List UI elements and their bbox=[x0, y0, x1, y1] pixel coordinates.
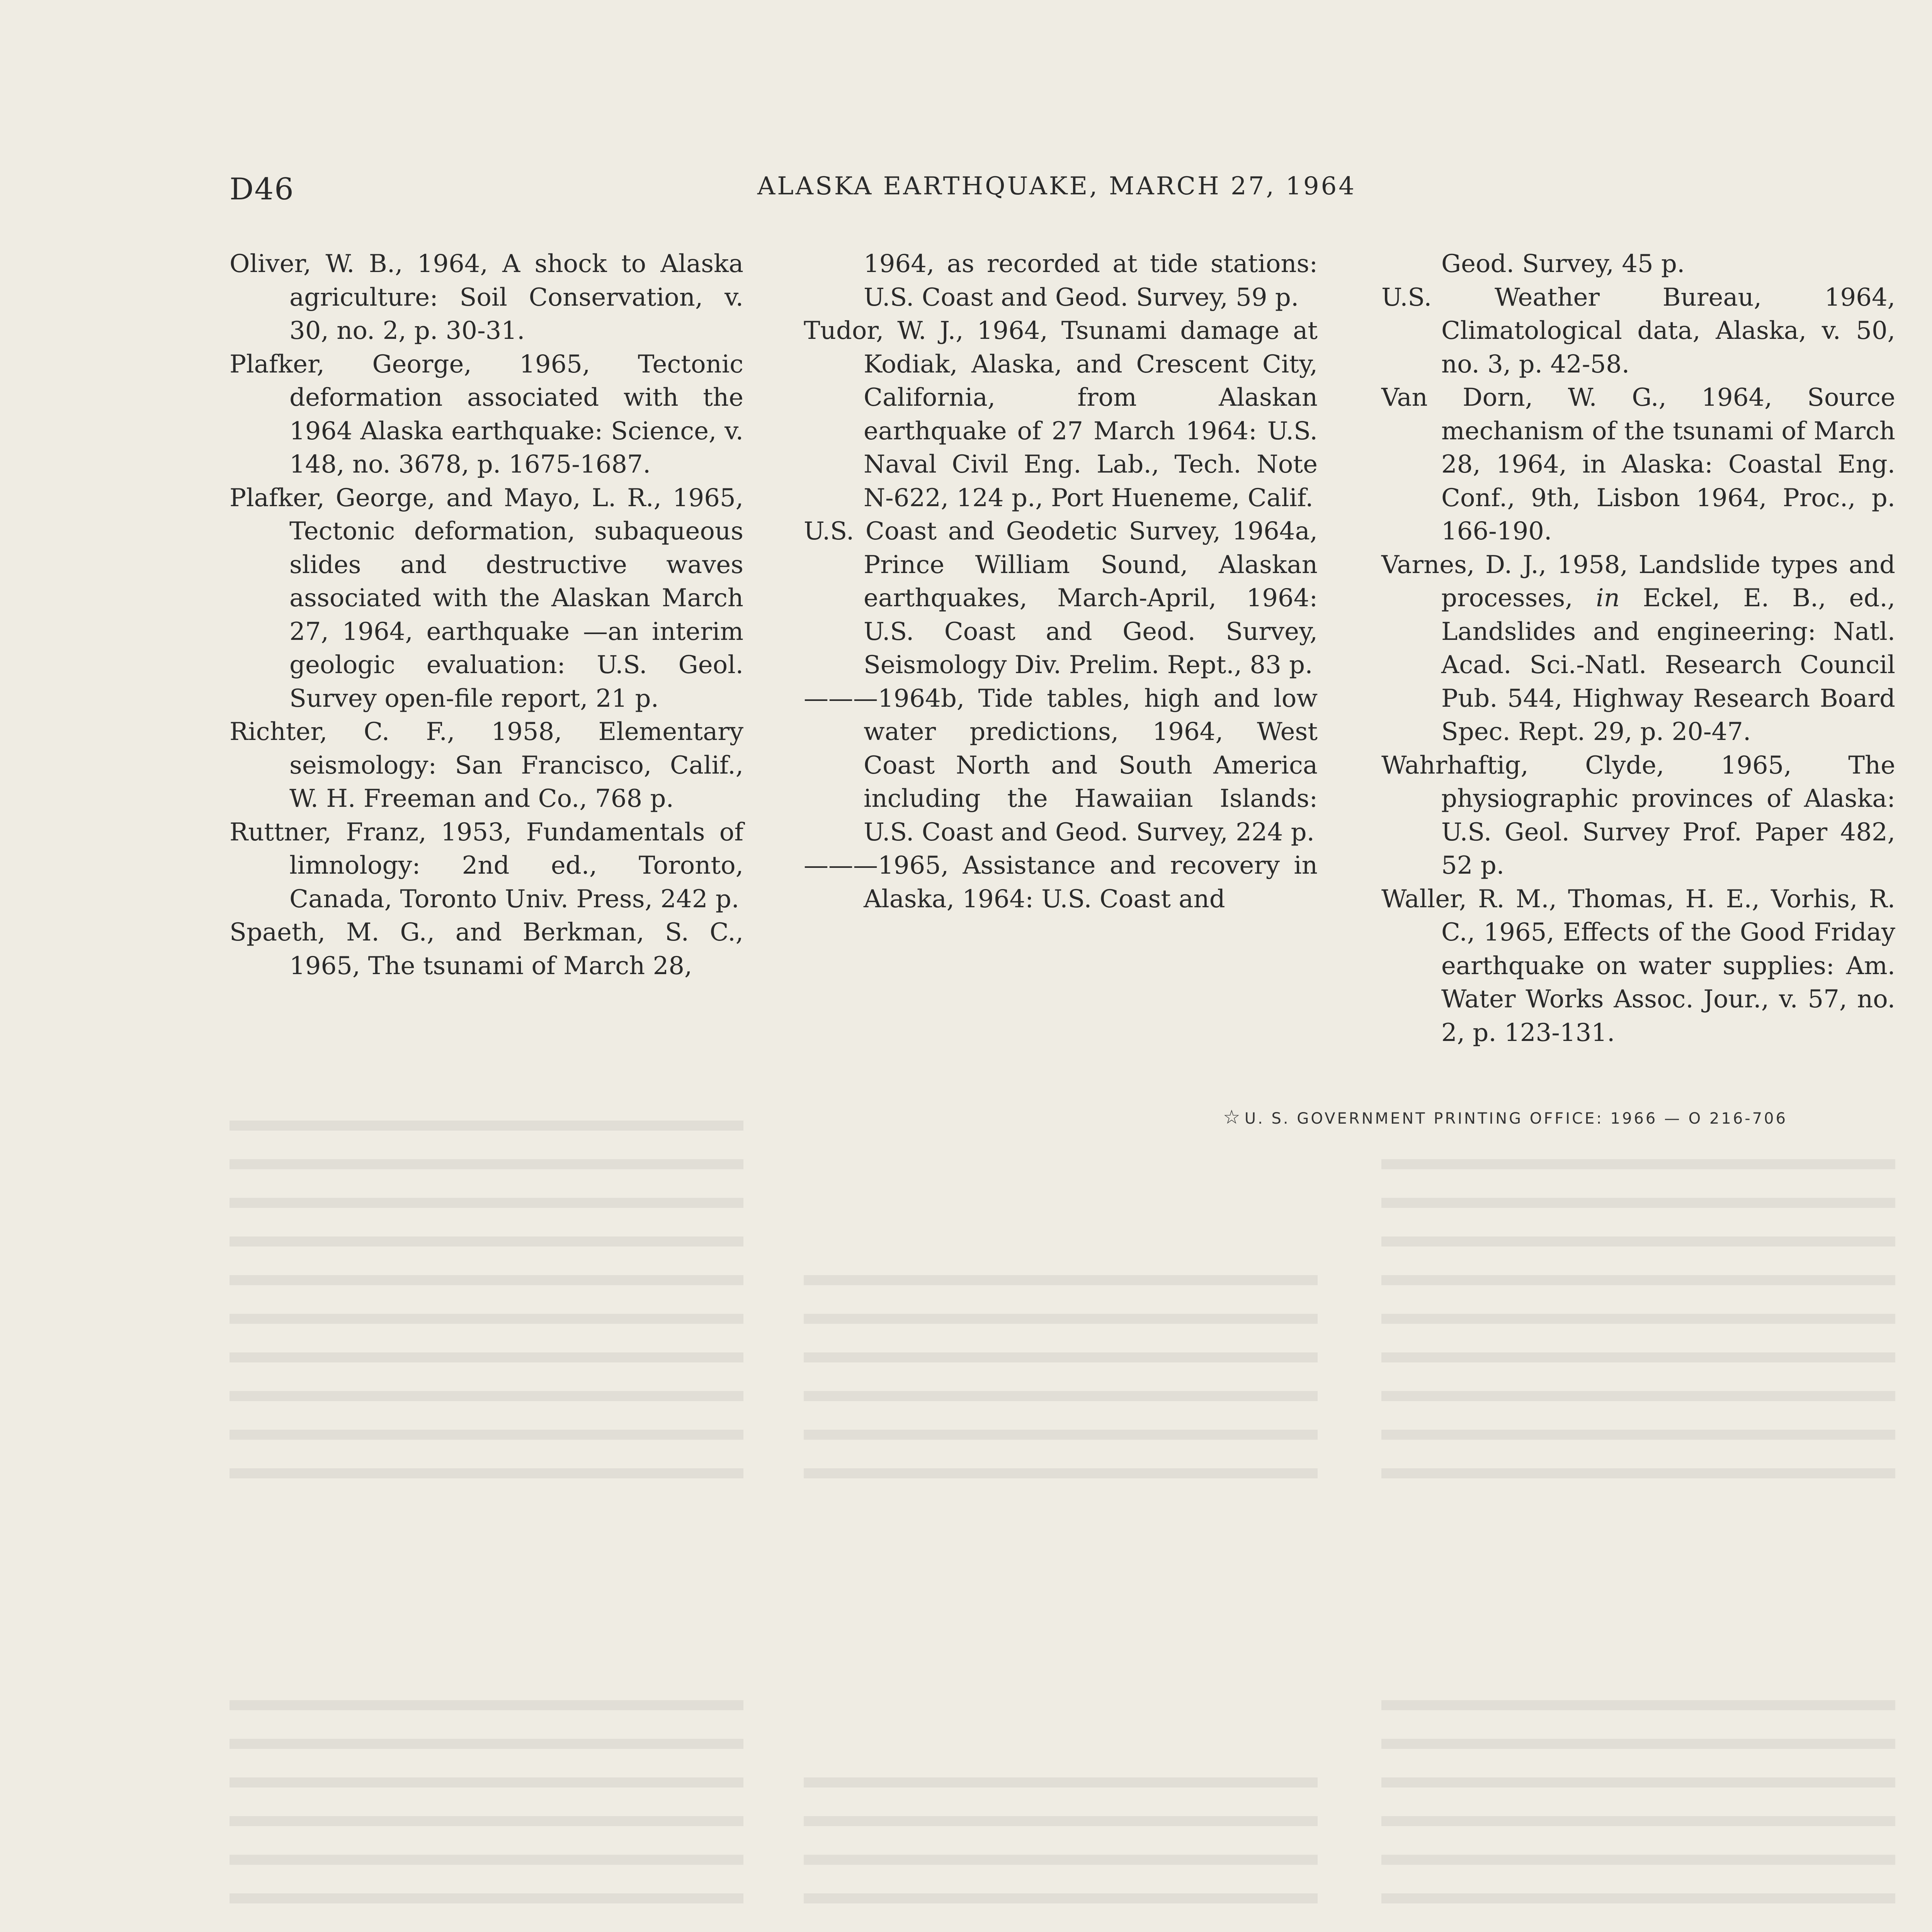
reference-entry: U.S. Coast and Geodetic Survey, 1964a, Prince William Sound, Alaskan earthquakes, March-April, 1964: U.S. Coast and Geod. Survey, Seismology Div. Prelim. Rept., 83 p. bbox=[804, 517, 1318, 679]
reference-entry: Waller, R. M., Thomas, H. E., Vorhis, R. C., 1965, Effects of the Good Friday earthquake on water supplies: Am. Water Works Assoc. Jour., v. 57, no. 2, p. 123-131. bbox=[1381, 884, 1895, 1047]
reference-entry: Plafker, George, 1965, Tectonic deformation associated with the 1964 Alaska earthquake: Science, v. 148, no. 3678, p. 1675-1687. bbox=[230, 350, 743, 479]
bleed-line bbox=[1381, 1275, 1895, 1285]
bleed-line bbox=[804, 1275, 1318, 1285]
bleed-line bbox=[804, 1893, 1318, 1903]
bleed-line bbox=[230, 1275, 743, 1285]
bleed-line bbox=[804, 1391, 1318, 1401]
bleed-line bbox=[230, 1430, 743, 1440]
bleed-line bbox=[230, 1468, 743, 1478]
bleed-line bbox=[1381, 1314, 1895, 1324]
bleed-line bbox=[1381, 1893, 1895, 1903]
page-number: D46 bbox=[230, 172, 294, 207]
bleed-line bbox=[804, 1314, 1318, 1324]
bleed-line bbox=[804, 1468, 1318, 1478]
bleed-line bbox=[1381, 1159, 1895, 1169]
bleed-line bbox=[230, 1352, 743, 1362]
reference-entry: U.S. Weather Bureau, 1964, Climatological data, Alaska, v. 50, no. 3, p. 42-58. bbox=[1381, 283, 1895, 379]
bleed-line bbox=[230, 1700, 743, 1710]
bleed-line bbox=[230, 1739, 743, 1749]
bleed-line bbox=[230, 1314, 743, 1324]
reference-entry: Richter, C. F., 1958, Elementary seismology: San Francisco, Calif., W. H. Freeman and Co., 768 p. bbox=[230, 718, 743, 813]
bleed-line bbox=[1381, 1352, 1895, 1362]
bleed-line bbox=[230, 1198, 743, 1208]
star-icon: ☆ bbox=[1223, 1106, 1242, 1128]
bleed-line bbox=[804, 1352, 1318, 1362]
reference-entry: Oliver, W. B., 1964, A shock to Alaska agriculture: Soil Conservation, v. 30, no. 2, p. 30-31. bbox=[230, 250, 743, 345]
reference-continuation: 1964, as recorded at tide stations: U.S. Coast and Geod. Survey, 59 p. bbox=[864, 250, 1318, 312]
bleed-line bbox=[804, 1777, 1318, 1787]
bleed-line bbox=[804, 1816, 1318, 1826]
running-title: ALASKA EARTHQUAKE, MARCH 27, 1964 bbox=[757, 172, 1356, 201]
bleed-line bbox=[1381, 1816, 1895, 1826]
reference-entry: Wahrhaftig, Clyde, 1965, The physiographic provinces of Alaska: U.S. Geol. Survey Prof. Paper 482, 52 p. bbox=[1381, 751, 1895, 880]
reference-entry: Tudor, W. J., 1964, Tsunami damage at Kodiak, Alaska, and Crescent City, California, from Alaskan earthquake of 27 March 1964: U.S. Naval Civil Eng. Lab., Tech. Note N-622, 124 p., Port Hueneme, Calif. bbox=[804, 316, 1318, 512]
bleed-line bbox=[230, 1121, 743, 1131]
varnes-italic: in bbox=[1596, 584, 1620, 612]
bleed-line bbox=[230, 1391, 743, 1401]
bleed-line bbox=[230, 1893, 743, 1903]
reference-entry: Plafker, George, and Mayo, L. R., 1965, Tectonic deformation, subaqueous slides and destructive waves associated with the Alaskan March 27, 1964, earthquake —an interim geologic evaluation: U.S. Geol. Survey open-file report, 21 p. bbox=[230, 483, 743, 713]
bleed-line bbox=[1381, 1777, 1895, 1787]
bleed-line bbox=[804, 1430, 1318, 1440]
bleed-line bbox=[804, 1855, 1318, 1865]
reference-entry: Spaeth, M. G., and Berkman, S. C., 1965, The tsunami of March 28, bbox=[230, 918, 743, 980]
varnes-text-before: Varnes, D. J., 1958, Landslide types and processes, bbox=[1381, 550, 1895, 612]
reference-entry: Van Dorn, W. G., 1964, Source mechanism of the tsunami of March 28, 1964, in Alaska: Coastal Eng. Conf., 9th, Lisbon 1964, Proc., p. 166-190. bbox=[1381, 383, 1895, 546]
reference-continuation: Geod. Survey, 45 p. bbox=[1441, 250, 1685, 278]
bleed-line bbox=[230, 1777, 743, 1787]
bleed-line bbox=[1381, 1855, 1895, 1865]
varnes-text-after: Eckel, E. B., ed., Landslides and engineering: Natl. Acad. Sci.-Natl. Research Council Pub. 544, Highway Research Board Spec. Rept. 29, p. 20-47. bbox=[1441, 584, 1896, 746]
bleed-line bbox=[230, 1816, 743, 1826]
bleed-line bbox=[1381, 1198, 1895, 1208]
bleed-line bbox=[1381, 1739, 1895, 1749]
reference-entry: ———1964b, Tide tables, high and low water predictions, 1964, West Coast North and South America including the Hawaiian Islands: U.S. Coast and Geod. Survey, 224 p. bbox=[804, 684, 1318, 847]
bleed-line bbox=[230, 1159, 743, 1169]
bleed-line bbox=[1381, 1468, 1895, 1478]
bleed-line bbox=[1381, 1236, 1895, 1247]
bleed-line bbox=[1381, 1700, 1895, 1710]
bleed-line bbox=[1381, 1430, 1895, 1440]
bleed-line bbox=[230, 1855, 743, 1865]
reference-entry: ———1965, Assistance and recovery in Alaska, 1964: U.S. Coast and bbox=[804, 851, 1318, 913]
imprint-text: U. S. GOVERNMENT PRINTING OFFICE: 1966 — O 216-706 bbox=[1244, 1110, 1788, 1128]
reference-entry: Ruttner, Franz, 1953, Fundamentals of limnology: 2nd ed., Toronto, Canada, Toronto Univ. Press, 242 p. bbox=[230, 818, 743, 913]
bleed-line bbox=[1381, 1391, 1895, 1401]
bleed-line bbox=[230, 1236, 743, 1247]
